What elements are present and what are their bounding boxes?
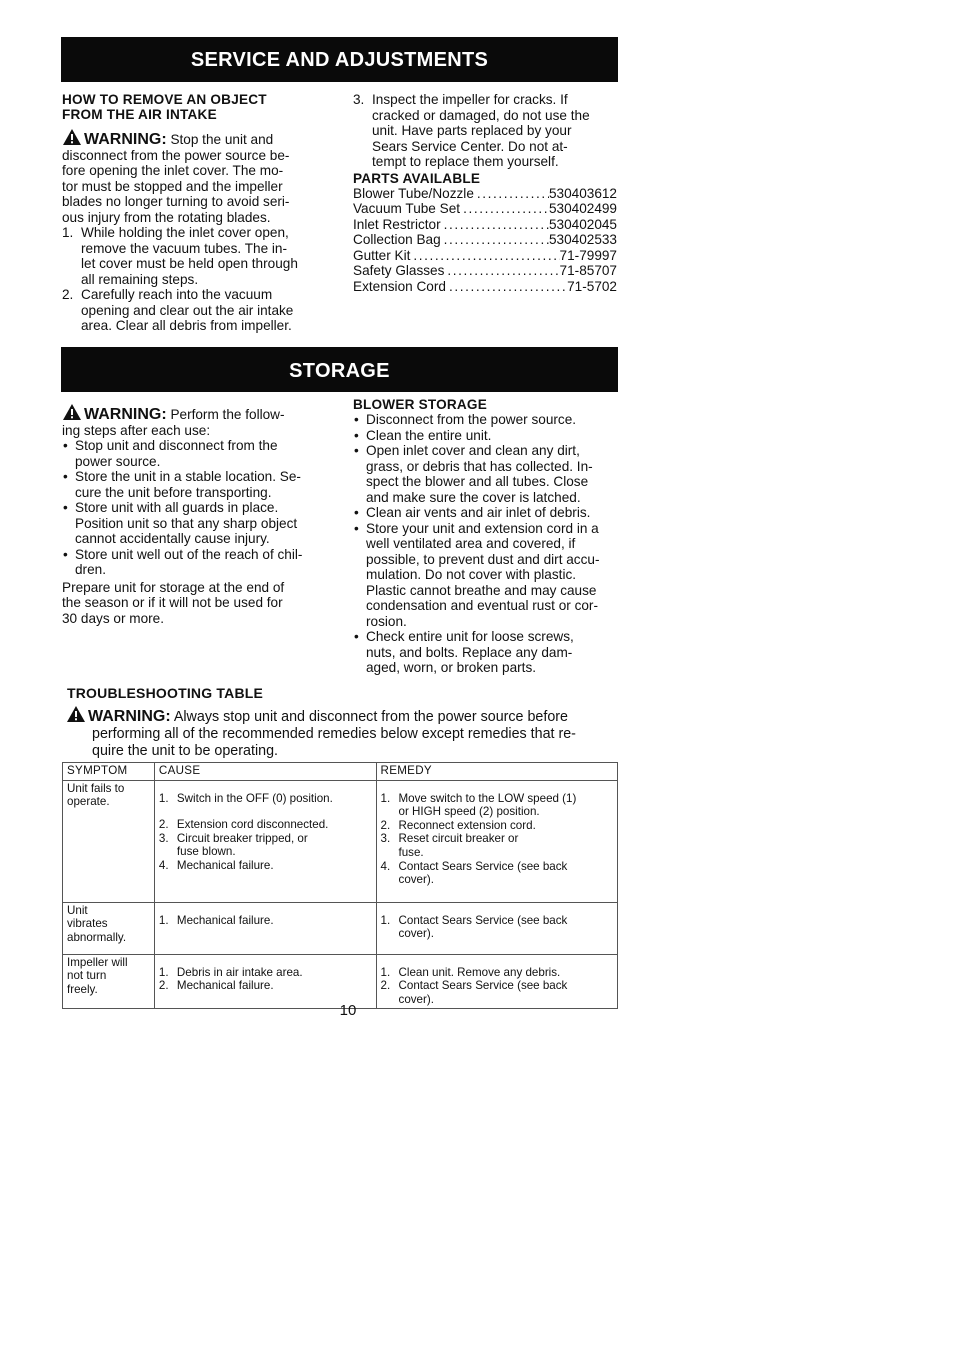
list-item — [381, 819, 613, 833]
item-number: 1. — [158, 791, 169, 805]
part-row — [353, 186, 617, 202]
text-line: • Open inlet cover and clean any dirt, — [366, 443, 580, 458]
step-item — [62, 225, 342, 287]
table-row — [63, 780, 618, 902]
bullet-item — [353, 629, 625, 676]
part-row — [353, 201, 617, 217]
removal-step-3-section — [353, 92, 623, 294]
warning-text: Stop the unit and — [170, 132, 274, 147]
text-line: quire the unit to be operating. — [92, 742, 278, 759]
bullet-item — [353, 412, 625, 428]
warning-label: WARNING: — [84, 131, 167, 148]
blower-storage-bullets — [353, 412, 625, 676]
list-item — [381, 792, 613, 819]
text-line: fuse. — [398, 845, 424, 859]
bullet-item — [353, 521, 625, 630]
storage-warning-section — [62, 403, 342, 626]
leader-dots — [444, 263, 559, 279]
leader-dots — [410, 248, 559, 264]
text-line: the season or if it will not be used for — [62, 595, 283, 610]
text-line: Move switch to the LOW speed (1) — [398, 791, 577, 805]
removal-steps — [62, 225, 342, 334]
text-line: fore opening the inlet cover. The mo- — [62, 163, 284, 178]
bullet-item — [62, 438, 342, 469]
text-line: rosion. — [366, 613, 407, 629]
text-line: 30 days or more. — [62, 610, 164, 626]
text-line: Inspect the impeller for cracks. If — [372, 92, 568, 107]
remedy-cell — [376, 954, 617, 1009]
warning-text-continued — [62, 148, 342, 226]
part-row — [353, 279, 617, 295]
page-number: 10 — [339, 1002, 357, 1019]
part-name: Gutter Kit — [353, 247, 411, 263]
text-line: all remaining steps. — [81, 271, 199, 287]
part-number: 530402045 — [548, 216, 617, 232]
blower-storage-section — [353, 397, 625, 676]
text-line: Sears Service Center. Do not at- — [372, 138, 568, 154]
text-line: performing all of the recommended remedies below except remedies that re- — [92, 725, 576, 742]
text-line: condensation and eventual rust or cor- — [366, 598, 598, 613]
text-line: fuse blown. — [176, 845, 236, 859]
text-line: Plastic cannot breathe and may cause — [366, 582, 597, 598]
text-line: cover). — [398, 873, 434, 887]
warning-block — [67, 705, 627, 759]
warning-triangle-icon — [62, 128, 82, 146]
part-name: Extension Cord — [353, 278, 446, 294]
text-line: Reconnect extension cord. — [398, 818, 536, 832]
item-number: 1. — [380, 913, 391, 927]
text-line: not turn — [67, 969, 107, 983]
symptom-cell — [63, 902, 155, 954]
part-name: Safety Glasses — [353, 263, 445, 278]
text-line: freely. — [67, 982, 98, 996]
text-line: or HIGH speed (2) position. — [398, 805, 540, 819]
remedies-list — [381, 792, 613, 887]
warning-text: Perform the follow- — [170, 407, 285, 422]
part-row — [353, 263, 617, 279]
prepare-paragraph — [62, 580, 342, 627]
text-line: mulation. Do not cover with plastic. — [366, 567, 577, 582]
text-line: vibrates — [67, 917, 108, 931]
text-line: Mechanical failure. — [176, 979, 274, 993]
bullet-item — [62, 500, 342, 547]
table-row — [63, 954, 618, 1009]
table-row — [63, 902, 618, 954]
leader-dots — [474, 186, 549, 202]
step-number: 1. — [62, 225, 74, 240]
causes-list — [159, 792, 372, 873]
item-number: 2. — [380, 979, 391, 993]
step-number: 2. — [62, 287, 74, 302]
troubleshooting-table — [62, 762, 618, 1009]
text-line: let cover must be held open through — [81, 256, 298, 271]
text-line: • Clean the entire unit. — [366, 427, 492, 443]
list-item — [159, 966, 372, 980]
warning-text: Always stop unit and disconnect from the power source before — [173, 709, 569, 725]
section-heading — [62, 92, 342, 122]
text-line: Circuit breaker tripped, or — [176, 831, 308, 845]
leader-dots — [441, 232, 549, 248]
bullet-item — [353, 443, 625, 505]
text-line: Mechanical failure. — [176, 858, 274, 872]
troubleshooting-section — [67, 686, 627, 759]
text-line: cover). — [398, 927, 434, 941]
text-line: blades no longer turning to avoid seri- — [62, 194, 290, 209]
text-line: ous injury from the rotating blades. — [62, 209, 271, 225]
list-item — [381, 966, 613, 980]
list-item — [159, 832, 372, 859]
step-item — [62, 287, 342, 334]
warning-text-continued — [67, 726, 627, 760]
part-name: Blower Tube/Nozzle — [353, 185, 474, 201]
text-line: Contact Sears Service (see back — [398, 913, 568, 927]
text-line: Unit fails to — [67, 781, 125, 795]
remedy-cell — [376, 902, 617, 954]
warning-block — [62, 403, 342, 438]
banner-title: STORAGE — [289, 360, 390, 382]
remove-object-section — [62, 92, 342, 334]
text-line: Carefully reach into the vacuum — [81, 287, 273, 302]
text-line: power source. — [75, 453, 161, 469]
text-line: • Store unit well out of the reach of chil- — [75, 546, 303, 562]
text-line: • Stop unit and disconnect from the — [75, 438, 278, 453]
storage-banner — [61, 347, 618, 392]
text-line: cover). — [398, 992, 434, 1006]
bullet-item — [62, 469, 342, 500]
column-header: SYMPTOM — [63, 763, 155, 781]
text-line: operate. — [67, 795, 110, 809]
text-line: area. Clear all debris from impeller. — [81, 318, 292, 333]
part-number: 71-79997 — [559, 247, 617, 263]
text-line: Unit — [67, 903, 88, 917]
text-line: and make sure the cover is latched. — [366, 489, 581, 505]
text-line: cure the unit before transporting. — [75, 484, 272, 500]
text-line: Switch in the OFF (0) position. — [176, 791, 333, 805]
text-line: well ventilated area and covered, if — [366, 536, 576, 551]
list-item — [159, 859, 372, 873]
causes-list — [159, 914, 372, 928]
text-line: Prepare unit for storage at the end of — [62, 579, 285, 595]
text-line: Impeller will — [67, 955, 128, 969]
list-item — [159, 792, 372, 806]
text-line: possible, to prevent dust and dirt accu- — [366, 551, 600, 567]
remedies-list — [381, 966, 613, 1007]
warning-triangle-icon — [62, 403, 82, 421]
item-number: 4. — [158, 858, 169, 872]
text-line: Position unit so that any sharp object — [75, 515, 298, 531]
spacer — [159, 805, 372, 818]
part-number: 71-85707 — [559, 263, 617, 278]
storage-bullets — [62, 438, 342, 578]
list-item — [159, 818, 372, 832]
cause-cell — [154, 954, 376, 1009]
part-row — [353, 248, 617, 264]
causes-list — [159, 966, 372, 993]
text-line: grass, or debris that has collected. In- — [366, 458, 593, 474]
text-line: Reset circuit breaker or — [398, 832, 519, 846]
item-number: 1. — [158, 913, 169, 927]
warning-label: WARNING: — [84, 406, 167, 423]
heading-line: HOW TO REMOVE AN OBJECT — [62, 92, 267, 107]
part-number: 530403612 — [548, 185, 617, 201]
symptom-cell — [63, 780, 155, 902]
warning-label: WARNING: — [88, 708, 171, 725]
text-line: aged, worn, or broken parts. — [366, 660, 537, 675]
text-line: • Check entire unit for loose screws, — [366, 629, 574, 644]
item-number: 2. — [158, 979, 169, 993]
warning-block — [62, 128, 342, 225]
cause-cell — [154, 902, 376, 954]
part-row — [353, 232, 617, 248]
part-number: 530402533 — [548, 232, 617, 247]
part-name: Collection Bag — [353, 232, 441, 247]
part-row — [353, 217, 617, 233]
list-item — [381, 914, 613, 941]
blower-storage-heading: BLOWER STORAGE — [353, 397, 487, 412]
column-header: CAUSE — [154, 763, 376, 781]
item-number: 3. — [158, 831, 169, 845]
parts-heading: PARTS AVAILABLE — [353, 170, 481, 186]
remedies-list — [381, 914, 613, 941]
banner-title: SERVICE AND ADJUSTMENTS — [190, 49, 489, 71]
text-line: Debris in air intake area. — [176, 965, 303, 979]
item-number: 4. — [380, 859, 391, 873]
text-line: Contact Sears Service (see back — [398, 859, 568, 873]
text-line: disconnect from the power source be- — [62, 147, 290, 163]
text-line: remove the vacuum tubes. The in- — [81, 240, 288, 256]
bullet-item — [353, 505, 625, 521]
column-header: REMEDY — [376, 763, 617, 781]
text-line: Extension cord disconnected. — [176, 818, 329, 832]
list-item — [159, 914, 372, 928]
troubleshooting-heading: TROUBLESHOOTING TABLE — [67, 685, 264, 701]
text-line: dren. — [75, 562, 106, 577]
text-line: • Store the unit in a stable location. Se- — [75, 469, 301, 484]
step-number: 3. — [353, 92, 365, 107]
leader-dots — [441, 217, 549, 233]
part-number: 530402499 — [548, 201, 617, 216]
table-header-row — [63, 763, 618, 781]
item-number: 3. — [380, 832, 391, 846]
item-number: 1. — [380, 791, 391, 805]
text-line: cannot accidentally cause injury. — [75, 531, 270, 546]
item-number: 2. — [380, 818, 391, 832]
heading-line: FROM THE AIR INTAKE — [62, 107, 217, 122]
removal-steps-continued — [353, 92, 623, 170]
text-line: abnormally. — [67, 930, 127, 944]
parts-list — [353, 186, 617, 295]
remedy-cell — [376, 780, 617, 902]
bullet-item — [62, 547, 342, 578]
text-line: • Clean air vents and air inlet of debris. — [366, 505, 591, 520]
text-line: Clean unit. Remove any debris. — [398, 965, 561, 979]
text-line: nuts, and bolts. Replace any dam- — [366, 644, 573, 660]
text-line: tempt to replace them yourself. — [372, 154, 559, 169]
text-line: unit. Have parts replaced by your — [372, 123, 572, 138]
part-name: Inlet Restrictor — [353, 216, 441, 232]
service-adjustments-banner — [61, 37, 618, 82]
text-line: While holding the inlet cover open, — [81, 225, 289, 240]
warning-text-continued — [62, 423, 342, 439]
part-name: Vacuum Tube Set — [353, 201, 461, 216]
step-item — [353, 92, 623, 170]
item-number: 1. — [380, 965, 391, 979]
leader-dots — [446, 279, 567, 295]
text-line: spect the blower and all tubes. Close — [366, 474, 589, 489]
text-line: tor must be stopped and the impeller — [62, 178, 283, 194]
leader-dots — [460, 201, 549, 217]
bullet-item — [353, 428, 625, 444]
symptom-cell — [63, 954, 155, 1009]
item-number: 1. — [158, 965, 169, 979]
text-line: cracked or damaged, do not use the — [372, 107, 590, 123]
part-number: 71-5702 — [567, 278, 617, 294]
text-line: Mechanical failure. — [176, 913, 274, 927]
list-item — [381, 860, 613, 887]
text-line: Contact Sears Service (see back — [398, 979, 568, 993]
text-line: • Disconnect from the power source. — [366, 412, 577, 427]
warning-triangle-icon — [66, 705, 86, 723]
list-item — [159, 979, 372, 993]
text-line: • Store your unit and extension cord in a — [366, 520, 599, 536]
text-line: opening and clear out the air intake — [81, 302, 294, 318]
item-number: 2. — [158, 818, 169, 832]
list-item — [381, 832, 613, 859]
text-line: • Store unit with all guards in place. — [75, 500, 279, 515]
text-line: ing steps after each use: — [62, 422, 211, 438]
cause-cell — [154, 780, 376, 902]
